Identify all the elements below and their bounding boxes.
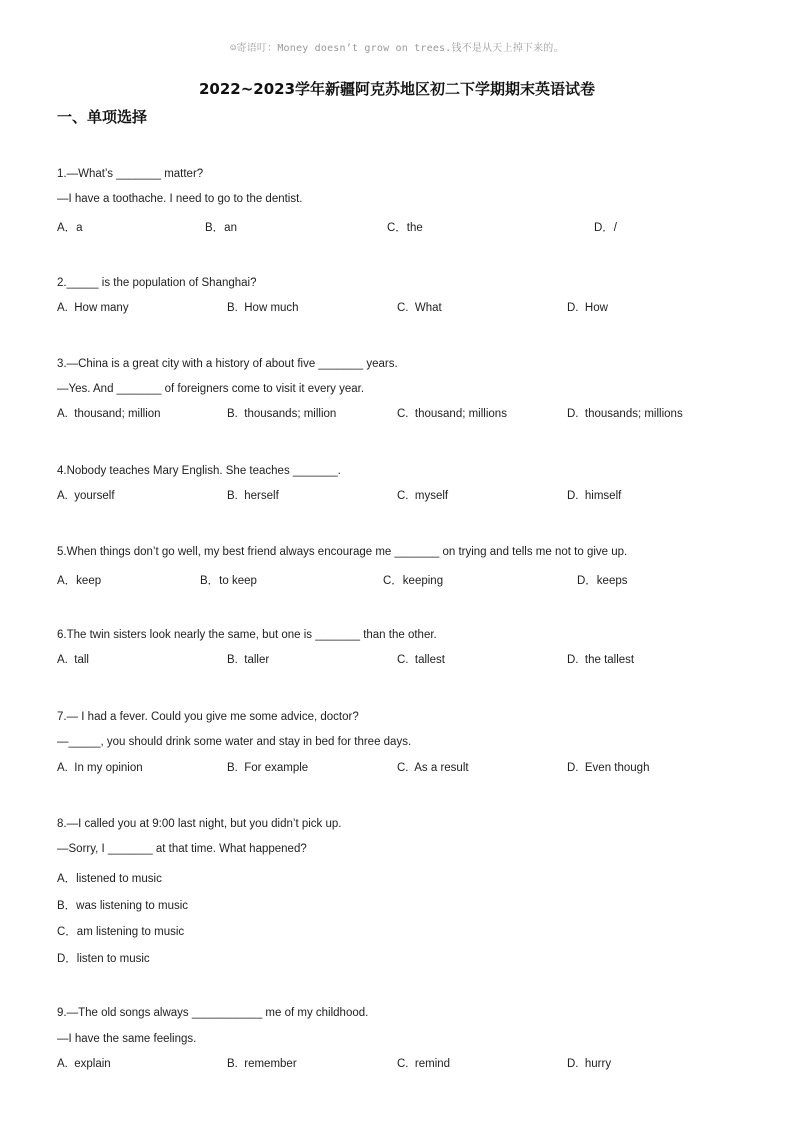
question-5-stem: 5.When things don’t go well, my best friend always encourage me _______ on trying and tells me not to give up. xyxy=(57,546,628,558)
question-4-option-c: C. myself xyxy=(397,490,449,502)
question-6-option-d: D. the tallest xyxy=(567,654,635,666)
question-2-option-a: A. How many xyxy=(57,302,129,314)
question-2-stem: 2._____ is the population of Shanghai? xyxy=(57,277,257,289)
question-3-option-b: B. thousands; million xyxy=(227,408,337,420)
question-2-option-d: D. How xyxy=(567,302,608,314)
question-7-reply: —_____, you should drink some water and stay in bed for three days. xyxy=(57,736,412,748)
question-3-option-c: C. thousand; millions xyxy=(397,408,507,420)
section-heading: 一、单项选择 xyxy=(57,108,148,126)
question-5-option-c: C．keeping xyxy=(383,575,444,587)
question-6-option-a: A. tall xyxy=(57,654,89,666)
question-7-option-d: D. Even though xyxy=(567,762,650,774)
question-4-option-d: D. himself xyxy=(567,490,622,502)
question-8-option-a: A．listened to music xyxy=(57,873,162,885)
question-6-stem: 6.The twin sisters look nearly the same, but one is _______ than the other. xyxy=(57,629,437,641)
question-9-option-d: D. hurry xyxy=(567,1058,612,1070)
question-9-reply: —I have the same feelings. xyxy=(57,1033,197,1045)
question-6-option-c: C. tallest xyxy=(397,654,445,666)
question-1-option-b: B．an xyxy=(205,222,237,234)
question-3-reply: —Yes. And _______ of foreigners come to visit it every year. xyxy=(57,383,365,395)
question-5-option-a: A．keep xyxy=(57,575,102,587)
question-7-option-c: C. As a result xyxy=(397,762,469,774)
question-1-reply: —I have a toothache. I need to go to the dentist. xyxy=(57,193,303,205)
question-7-option-b: B. For example xyxy=(227,762,309,774)
question-9-option-c: C. remind xyxy=(397,1058,451,1070)
page-title: 2022~2023学年新疆阿克苏地区初二下学期期末英语试卷 xyxy=(198,80,596,98)
question-5-option-b: B．to keep xyxy=(200,575,257,587)
question-3-option-d: D. thousands; millions xyxy=(567,408,683,420)
question-8-option-c: C．am listening to music xyxy=(57,926,185,938)
question-8-stem: 8.—I called you at 9:00 last night, but you didn’t pick up. xyxy=(57,818,342,830)
question-1-option-a: A．a xyxy=(57,222,83,234)
question-9-option-b: B. remember xyxy=(227,1058,297,1070)
question-4-stem: 4.Nobody teaches Mary English. She teaches _______. xyxy=(57,465,341,477)
question-1-stem: 1.—What’s _______ matter? xyxy=(57,168,204,180)
question-4-option-b: B. herself xyxy=(227,490,279,502)
question-2-option-b: B. How much xyxy=(227,302,299,314)
question-1-option-d: D．/ xyxy=(594,222,617,234)
question-8-option-b: B．was listening to music xyxy=(57,900,189,912)
question-8-reply: —Sorry, I _______ at that time. What happened? xyxy=(57,843,307,855)
question-7-stem: 7.— I had a fever. Could you give me some advice, doctor? xyxy=(57,711,359,723)
question-2-option-c: C. What xyxy=(397,302,442,314)
question-7-option-a: A. In my opinion xyxy=(57,762,143,774)
question-9-option-a: A. explain xyxy=(57,1058,111,1070)
motto-header: ☺寄语叮：Money doesn’t grow on trees.钱不是从天上掉下来的。 xyxy=(230,43,564,54)
question-6-option-b: B. taller xyxy=(227,654,270,666)
question-5-option-d: D．keeps xyxy=(577,575,628,587)
question-3-option-a: A. thousand; million xyxy=(57,408,161,420)
question-4-option-a: A. yourself xyxy=(57,490,115,502)
question-9-stem: 9.—The old songs always ___________ me of my childhood. xyxy=(57,1007,369,1019)
question-3-stem: 3.—China is a great city with a history of about five _______ years. xyxy=(57,358,398,370)
question-1-option-c: C．the xyxy=(387,222,423,234)
question-8-option-d: D．listen to music xyxy=(57,953,150,965)
